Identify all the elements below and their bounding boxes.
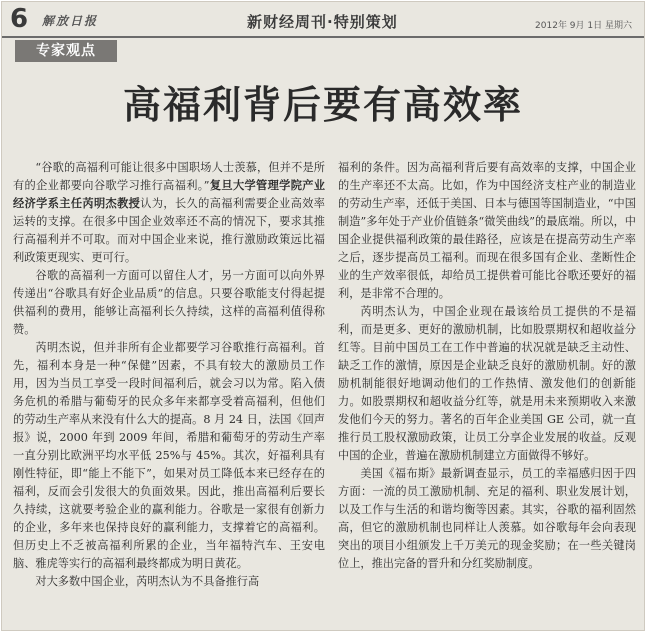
- paragraph: 谷歌的高福利一方面可以留住人才，另一方面可以向外界传递出“谷歌具有好企业品质”的信息。只要谷歌能支付得起提供福利的费用，能够让高福利长久持续，这样的高福利值得称赞。: [13, 269, 325, 336]
- expert-name: 复旦大学管理学院产业经济学系主任芮明杰教授: [13, 179, 325, 210]
- right-column: [338, 159, 636, 573]
- expert-opinion-tag: 专家观点: [15, 40, 117, 62]
- masthead: [2, 2, 644, 38]
- paragraph: 福利的条件。因为高福利背后要有高效率的支撑，中国企业的生产率还不太高。比如，作为中国经济支柱产业的制造业的劳动生产率，还低于美国、日本与德国等国制造业，“中国制造”多年处于产业价值链条“微笑曲线”的最底端。所以，中国企业提供福利政策的最佳路径，应该是在提高劳动生产率之后，逐步提高员工福利。而现在很多国有企业、垄断性企业的生产效率很低，却给员工提供着可能比谷歌还要好的福利，是非常不合理的。: [338, 161, 636, 300]
- paragraph: 美国《福布斯》最新调查显示，员工的幸福感归因于四方面：一流的员工激励机制、充足的福利、职业发展计划，以及工作与生活的和谐均衡等因素。其实，谷歌的福利固然高，但它的激励机制也同样让人羡慕。如谷歌每年会向表现突出的项目小组颁发上千万美元的现金奖励；在一些关键岗位上，推出完备的晋升和分红奖励制度。: [338, 467, 636, 570]
- newspaper-page: [1, 1, 645, 631]
- paragraph: 芮明杰说，但并非所有企业都要学习谷歌推行高福利。首先，福利本身是一种“保健”因素，不具有较大的激励员工作用，因为当员工享受一段时间福利后，就会习以为常。陷入债务危机的希腊与葡萄牙的民众多年来都享受着高福利，但他们的劳动生产率从来没有什么大的提高。8 月 24 日，法国《回声报》说，2000 年到 2009 年间，希腊和葡萄牙的劳动生产率一直分别比欧洲平均水平低 25%与 45%。其次，好福利具有刚性特征，即“能上不能下”，如果对员工降低本来已经存在的福利，反而会引发很大的负面效果。因此，推出高福利后要长久持续，这就要考验企业的赢利能力。谷歌是一家很有创新力的企业，多年来也保持良好的赢利能力，支撑着它的高福利。但历史上不乏被高福利所累的企业，当年福特汽车、王安电脑、雅虎等实行的高福利最终都成为明日黄花。: [13, 341, 325, 570]
- page-number: 6: [10, 4, 29, 34]
- section-title: 新财经周刊·特别策划: [247, 13, 398, 31]
- paragraph-text: 认为，长久的高福利需要企业高效率运转的支撑。在很多中国企业效率还不高的情况下，要求其推行高福利并不可取。而对中国企业来说，推行激励政策远比福利政策更现实、更可行。: [13, 197, 325, 264]
- paragraph-text: “谷歌的高福利可能让很多中国职场人士羡慕，但并不是所有的企业都要向谷歌学习推行高福利。”: [13, 161, 325, 192]
- paragraph: 芮明杰认为，中国企业现在最该给员工提供的不是福利，而是更多、更好的激励机制，比如股票期权和超收益分红等。目前中国员工在工作中普遍的状况就是缺乏主动性、缺乏工作的激情，原因是企业缺乏良好的激励机制。好的激励机制能很好地调动他们的工作热情、激发他们的创新能力。如股票期权和超收益分红等，就是用未来预期收入来激发他们今天的努力。著名的百年企业美国 GE 公司，就一直推行员工股权激励政策，让员工分享企业发展的收益。反观中国的企业，普遍在激励机制建立方面做得不够好。: [338, 305, 636, 462]
- left-column: [13, 159, 325, 591]
- article-headline: 高福利背后要有高效率: [122, 83, 523, 127]
- paragraph: 对大多数中国企业，芮明杰认为不具备推行高: [35, 575, 260, 588]
- publication-date: 2012年 9月 1日 星期六: [535, 21, 632, 31]
- newspaper-logo: 解放日报: [42, 14, 99, 28]
- paragraph: [13, 159, 325, 267]
